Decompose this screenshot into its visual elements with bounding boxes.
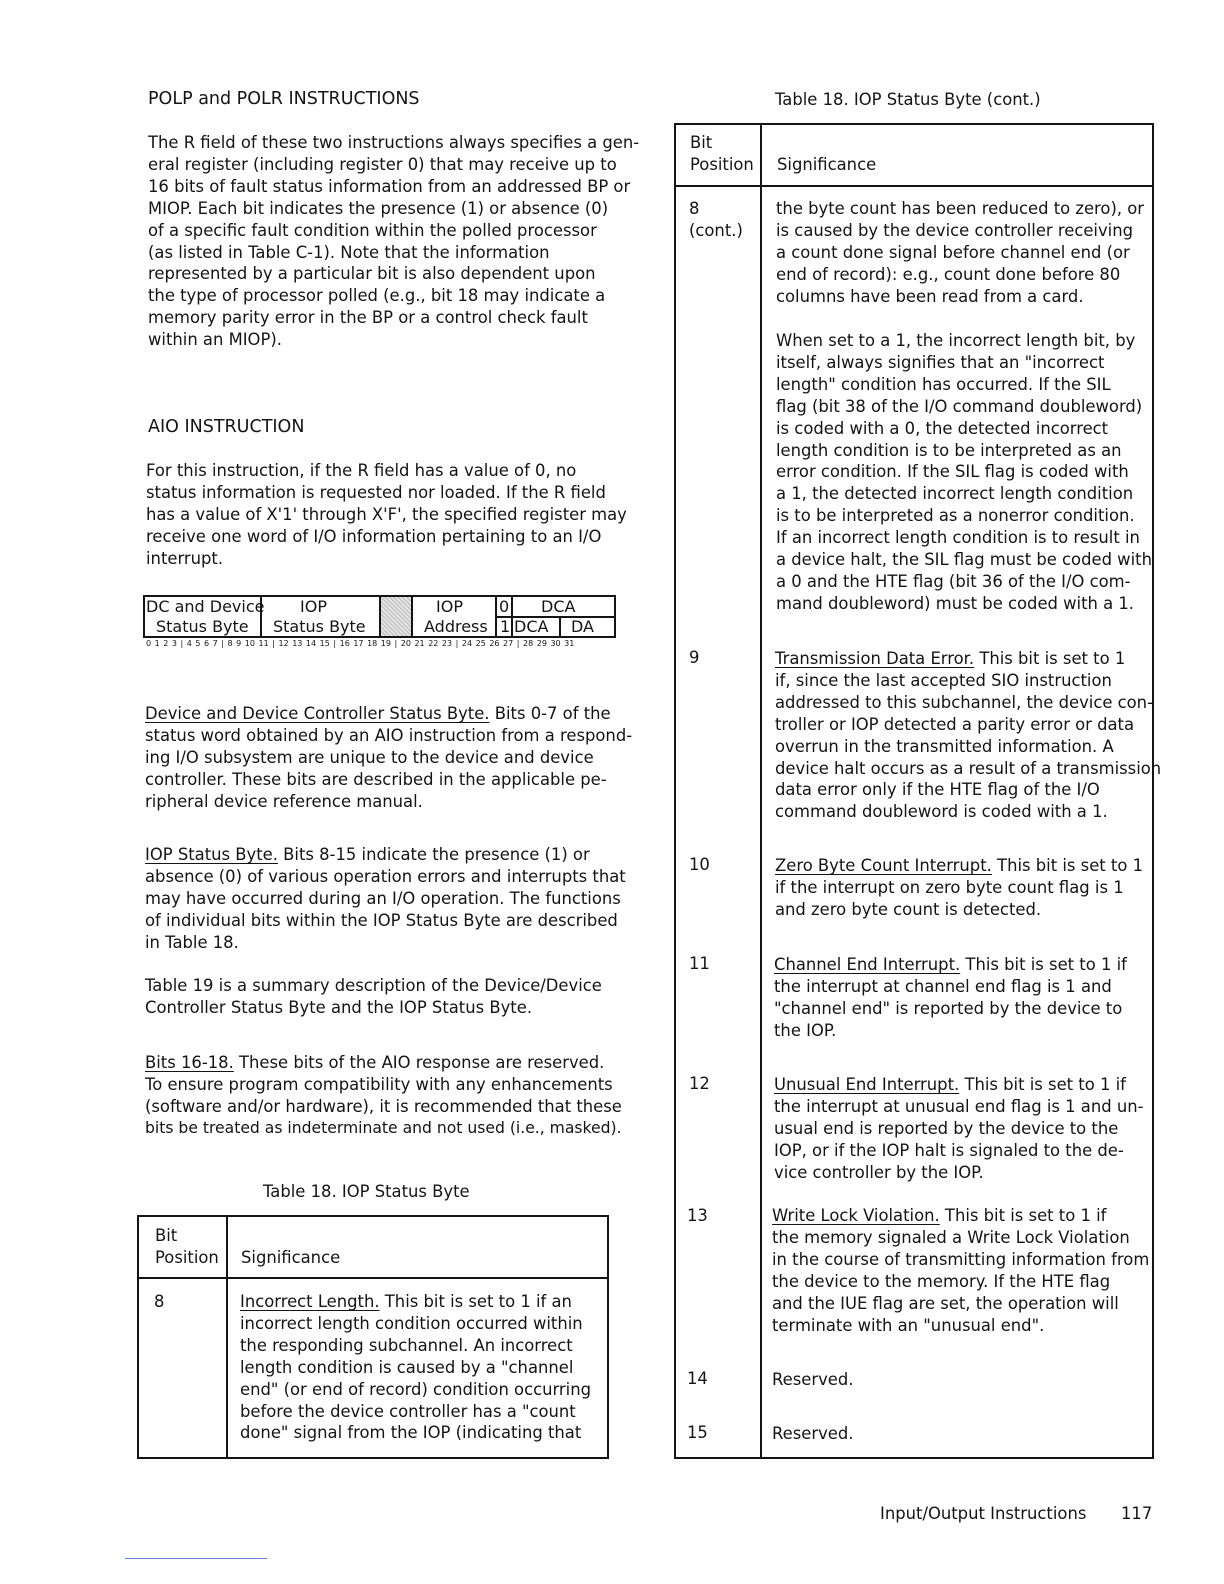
- paragraph-line: (software and/or hardware), it is recommended that these: [145, 1096, 622, 1116]
- paragraph-line: status information is requested nor loaded. If the R field: [146, 482, 606, 502]
- cell-line: the byte count has been reduced to zero), or: [776, 199, 1145, 218]
- paragraph-line: To ensure program compatibility with any enhancements: [145, 1074, 613, 1094]
- format-divider: [411, 595, 413, 638]
- cell-line: the responding subchannel. An incorrect: [240, 1335, 573, 1355]
- table-row-bit: 8: [154, 1292, 165, 1311]
- paragraph-line: MIOP. Each bit indicates the presence (1) or absence (0): [148, 198, 609, 218]
- field-iop-address-label: Address: [424, 617, 488, 636]
- table-row-bit: 9: [689, 648, 700, 667]
- table-caption: Table 18. IOP Status Byte: [263, 1182, 470, 1201]
- cell-line: "channel end" is reported by the device to: [774, 998, 1123, 1018]
- paragraph-line: status word obtained by an AIO instruction from a respond-: [145, 725, 633, 745]
- paragraph-line: 16 bits of fault status information from an addressed BP or: [148, 176, 631, 196]
- paragraph-line: represented by a particular bit is also dependent upon: [148, 264, 596, 284]
- paragraph-device-status: [145, 703, 632, 813]
- cell-line: troller or IOP detected a parity error or data: [775, 714, 1135, 734]
- table-column-rule: [226, 1215, 228, 1459]
- cell-line: [240, 1291, 591, 1313]
- table-row-significance: [240, 1291, 591, 1444]
- table-row-significance: [775, 855, 1143, 921]
- header-text: Bit: [155, 1226, 178, 1245]
- table-row-significance: Reserved.: [772, 1370, 854, 1389]
- paragraph-line: of individual bits within the IOP Status Byte are described: [145, 910, 618, 930]
- field-iop-address-label: IOP: [436, 597, 463, 616]
- field-flag-bit-label: 0: [499, 597, 510, 616]
- table-row-significance: [776, 198, 1144, 308]
- paragraph-line: interrupt.: [146, 548, 224, 568]
- cell-line: a count done signal before channel end (or: [776, 242, 1130, 262]
- paragraph-line: memory parity error in the BP or a control check fault: [148, 308, 588, 328]
- cell-line: the interrupt at unusual end flag is 1 and un-: [774, 1096, 1144, 1116]
- paragraph-text: Bits 8-15 indicate the presence (1) or: [277, 845, 590, 864]
- run-in-title: Bits 16-18.: [145, 1053, 234, 1072]
- cell-line: device halt occurs as a result of a transmission: [775, 758, 1162, 778]
- paragraph-polp: [148, 132, 639, 351]
- cell-line: [775, 855, 1143, 877]
- table-header-rule: [674, 185, 1154, 187]
- paragraph-line: ripheral device reference manual.: [145, 791, 423, 811]
- run-in-title: Channel End Interrupt.: [774, 955, 961, 974]
- cell-text: This bit is set to 1 if: [959, 1075, 1126, 1094]
- cell-line: [772, 1205, 1149, 1227]
- run-in-title: Incorrect Length.: [240, 1292, 380, 1311]
- cell-line: is coded with a 0, the detected incorrect: [776, 418, 1109, 438]
- cell-line: (cont.): [689, 220, 743, 240]
- paragraph-line: eral register (including register 0) that may receive up to: [148, 154, 617, 174]
- paragraph-line: bits be treated as indeterminate and not used (i.e., masked).: [145, 1118, 622, 1137]
- cell-line: the IOP.: [774, 1020, 837, 1040]
- paragraph-line: Controller Status Byte and the IOP Status Byte.: [145, 997, 533, 1017]
- paragraph-bits-16-18: [145, 1052, 622, 1140]
- field-flag-bit-label: 1: [500, 617, 511, 636]
- cell-line: addressed to this subchannel, the device con-: [775, 692, 1153, 712]
- cell-line: IOP, or if the IOP halt is signaled to the de-: [774, 1140, 1124, 1160]
- cell-line: is to be interpreted as a nonerror condition.: [776, 506, 1135, 526]
- run-in-title: IOP Status Byte.: [145, 845, 278, 864]
- cell-line: overrun in the transmitted information. A: [775, 736, 1114, 756]
- table-row-significance: [774, 954, 1127, 1042]
- table-header-bit-position: [155, 1225, 219, 1269]
- paragraph-line: absence (0) of various operation errors and interrupts that: [145, 866, 626, 886]
- footer-section-title: Input/Output Instructions: [880, 1504, 1087, 1523]
- table-column-rule: [760, 123, 762, 1459]
- cell-line: length" condition has occurred. If the SIL: [776, 374, 1111, 394]
- bit-number-scale: 0 1 2 3 | 4 5 6 7 | 8 9 10 11 | 12 13 14 15 | 16 17 18 19 | 20 21 22 23 | 24 25 26 27 | 28 29 30 31: [146, 639, 575, 648]
- table-row-bit: 10: [689, 855, 710, 874]
- cell-line: and the IUE flag are set, the operation will: [772, 1293, 1119, 1313]
- cell-line: if the interrupt on zero byte count flag is 1: [775, 877, 1124, 897]
- cell-line: When set to a 1, the incorrect length bit, by: [776, 331, 1136, 350]
- paragraph-line: Table 19 is a summary description of the Device/Device: [145, 976, 602, 995]
- field-dca-label: DCA: [514, 617, 549, 636]
- table-header-bit-position: [690, 132, 754, 176]
- cell-text: This bit is set to 1 if: [939, 1206, 1107, 1225]
- table-header-significance: Significance: [777, 155, 877, 174]
- cell-line: mand doubleword) must be coded with a 1.: [776, 593, 1135, 613]
- field-dca-label: DCA: [541, 597, 576, 616]
- cell-line: itself, always signifies that an "incorrect: [776, 352, 1105, 372]
- table-row-significance: [772, 1205, 1149, 1336]
- cell-line: usual end is reported by the device to the: [774, 1118, 1119, 1138]
- cell-line: a 0 and the HTE flag (bit 36 of the I/O com-: [776, 571, 1131, 591]
- table-row-bit: 15: [687, 1423, 708, 1442]
- field-da-label: DA: [571, 617, 594, 636]
- heading-polp-polr: POLP and POLR INSTRUCTIONS: [148, 89, 420, 109]
- cell-text: This bit is set to 1: [991, 856, 1144, 875]
- cell-line: in the course of transmitting information from: [772, 1249, 1150, 1269]
- paragraph-text: These bits of the AIO response are reserved.: [233, 1053, 605, 1072]
- cell-line: done" signal from the IOP (indicating that: [240, 1423, 582, 1443]
- header-text: Position: [690, 154, 754, 174]
- cell-line: command doubleword is coded with a 1.: [775, 802, 1108, 822]
- table-row-bit: [689, 198, 743, 242]
- cell-text: This bit is set to 1 if an: [379, 1292, 572, 1311]
- cell-line: length condition is caused by a "channel: [240, 1357, 574, 1377]
- paragraph-line: controller. These bits are described in the applicable pe-: [145, 769, 607, 789]
- cell-line: before the device controller has a "count: [240, 1401, 576, 1421]
- paragraph-line: in Table 18.: [145, 932, 239, 952]
- paragraph-line: (as listed in Table C-1). Note that the information: [148, 242, 550, 262]
- table-row-significance: [774, 1074, 1144, 1184]
- cell-line: end of record): e.g., count done before 80: [776, 264, 1121, 284]
- cell-line: flag (bit 38 of the I/O command doubleword): [776, 396, 1143, 416]
- paragraph-line: the type of processor polled (e.g., bit 18 may indicate a: [148, 286, 606, 306]
- table-row-significance: [776, 330, 1152, 615]
- paragraph-line: may have occurred during an I/O operation. The functions: [145, 888, 621, 908]
- cell-line: 8: [689, 199, 700, 218]
- run-in-title: Write Lock Violation.: [772, 1206, 940, 1225]
- header-text: Position: [155, 1247, 219, 1267]
- paragraph-table19: [145, 975, 602, 1019]
- table-header-significance: Significance: [241, 1248, 341, 1267]
- cell-line: terminate with an "unusual end".: [772, 1315, 1045, 1335]
- cell-line: the device to the memory. If the HTE flag: [772, 1271, 1111, 1291]
- run-in-title: Unusual End Interrupt.: [774, 1075, 960, 1094]
- paragraph-line: [145, 844, 626, 866]
- cell-line: is caused by the device controller receiving: [776, 220, 1134, 240]
- table-row-significance: [775, 648, 1161, 823]
- cell-line: and zero byte count is detected.: [775, 899, 1042, 919]
- cell-text: This bit is set to 1: [974, 649, 1126, 668]
- cell-line: the interrupt at channel end flag is 1 and: [774, 976, 1112, 996]
- cell-text: This bit is set to 1 if: [960, 955, 1127, 974]
- field-iop-status-label: IOP: [300, 597, 327, 616]
- field-dc-device-label: DC and Device: [146, 597, 265, 616]
- reserved-shaded-field: [381, 597, 411, 636]
- paragraph-line: The R field of these two instructions always specifies a gen-: [148, 133, 640, 152]
- table-row-bit: 11: [689, 954, 710, 973]
- field-dc-device-label: Status Byte: [156, 617, 249, 636]
- cell-line: length condition is to be interpreted as an: [776, 440, 1122, 460]
- cell-line: a device halt, the SIL flag must be coded with: [776, 550, 1152, 570]
- paragraph-line: receive one word of I/O information pertaining to an I/O: [146, 526, 602, 546]
- table-row-bit: 12: [689, 1074, 710, 1093]
- paragraph-line: For this instruction, if the R field has a value of 0, no: [146, 461, 577, 480]
- paragraph-line: within an MIOP).: [148, 330, 282, 350]
- cell-line: the memory signaled a Write Lock Violation: [772, 1227, 1130, 1247]
- paragraph-line: ing I/O subsystem are unique to the device and device: [145, 747, 594, 767]
- cell-line: error condition. If the SIL flag is coded with: [776, 462, 1129, 482]
- table-bottom-rule: [137, 1457, 609, 1459]
- paragraph-text: Bits 0-7 of the: [489, 704, 611, 723]
- cell-line: a 1, the detected incorrect length condition: [776, 484, 1134, 504]
- page-edge-rule: [125, 1558, 267, 1559]
- cell-line: [774, 1074, 1144, 1096]
- paragraph-line: [145, 1052, 622, 1074]
- cell-line: incorrect length condition occurred within: [240, 1313, 583, 1333]
- page-number: 117: [1121, 1504, 1153, 1523]
- table-row-significance: Reserved.: [772, 1424, 854, 1443]
- run-in-title: Device and Device Controller Status Byte.: [145, 704, 490, 723]
- format-divider: [559, 616, 561, 638]
- paragraph-aio: [146, 460, 627, 570]
- paragraph-line: has a value of X'1' through X'F', the specified register may: [146, 504, 627, 524]
- header-text: Bit: [690, 133, 713, 152]
- heading-aio: AIO INSTRUCTION: [148, 417, 305, 437]
- cell-line: data error only if the HTE flag of the I/O: [775, 780, 1100, 800]
- cell-line: [774, 954, 1127, 976]
- cell-line: If an incorrect length condition is to result in: [776, 528, 1140, 548]
- table-caption-continued: Table 18. IOP Status Byte (cont.): [775, 90, 1041, 109]
- table-header-rule: [137, 1277, 609, 1279]
- table-row-bit: 13: [687, 1206, 708, 1225]
- run-in-title: Transmission Data Error.: [775, 649, 975, 668]
- cell-line: end" (or end of record) condition occurring: [240, 1379, 592, 1399]
- table-row-bit: 14: [687, 1369, 708, 1388]
- cell-line: columns have been read from a card.: [776, 286, 1084, 306]
- paragraph-iop-status: [145, 844, 626, 954]
- cell-line: [775, 648, 1161, 670]
- cell-line: if, since the last accepted SIO instruction: [775, 670, 1112, 690]
- paragraph-line: [145, 703, 632, 725]
- run-in-title: Zero Byte Count Interrupt.: [775, 856, 992, 875]
- field-iop-status-label: Status Byte: [273, 617, 366, 636]
- cell-line: vice controller by the IOP.: [774, 1162, 984, 1182]
- paragraph-line: of a specific fault condition within the polled processor: [148, 220, 597, 240]
